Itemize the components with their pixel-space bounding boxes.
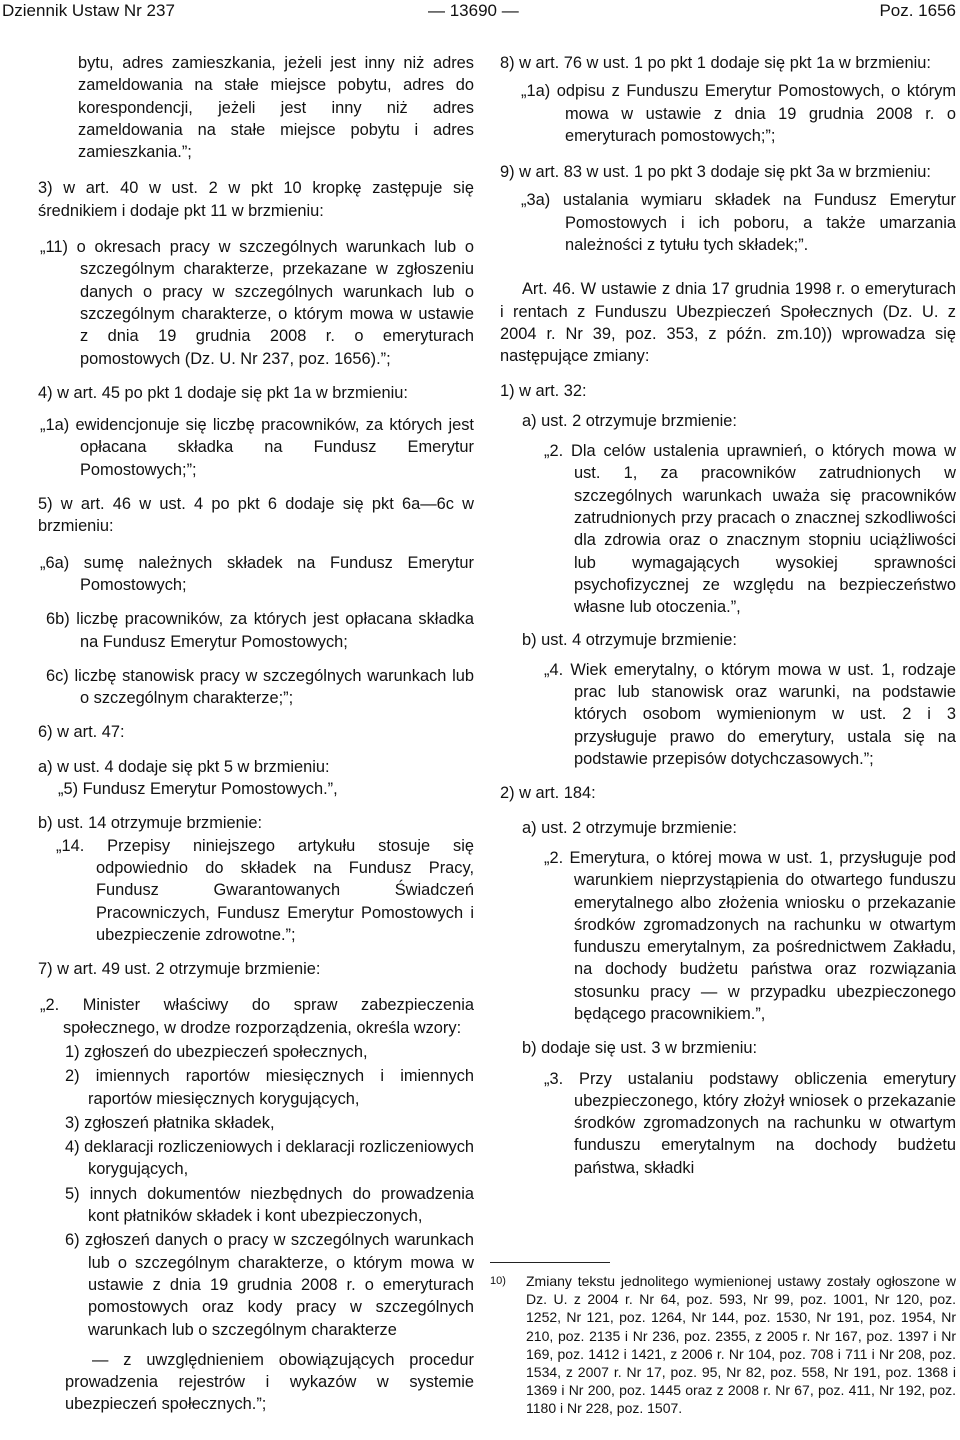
text-paragraph: 4) deklaracji rozliczeniowych i deklaracji rozliczeniowych korygujących, <box>65 1138 475 1179</box>
text-paragraph: „2. Emerytura, o której mowa w ust. 1, przysługuje pod warunkiem nieprzystąpienia do otwartego funduszu emerytalnego albo złożenia wniosku o przekazanie środków zgromadzonych na rachunku w otwartym funduszu emerytalnym, za pośrednictwem Zakładu, na dochody budżetu państwa oraz rozwiązania stosunku pracy — w przypadku ubezpieczonego będącego pracownikiem.”, <box>544 848 956 1023</box>
text-paragraph: „5) Fundusz Emerytur Pomostowych.”, <box>58 780 338 799</box>
text-paragraph: 5) w art. 46 w ust. 4 po pkt 6 dodaje się pkt 6a—6c w brzmieniu: <box>38 495 474 536</box>
journal-title: Dziennik Ustaw Nr 237 <box>2 1 175 20</box>
text-paragraph: „1a) ewidencjonuje się liczbę pracowników, za których jest opłacana składka na Fundusz Emerytur Pomostowych;”; <box>40 416 474 479</box>
text-paragraph: a) ust. 2 otrzymuje brzmienie: <box>522 411 737 430</box>
footnote-text: Zmiany tekstu jednolitego wymienionej ustawy zostały ogłoszone w Dz. U. z 2004 r. Nr 64, poz. 593, Nr 99, poz. 1001, Nr 120, poz. 1252, Nr 121, poz. 1264, Nr 144, poz. 1530, Nr 191, poz. 1954, Nr 210, poz. 2135 i Nr 236, poz. 2355, z 2005 r. Nr 167, poz. 1397 i Nr 169, poz. 1412 i 1421, z 2006 r. Nr 104, poz. 708 i 711 i Nr 208, poz. 1534, z 2007 r. Nr 17, poz. 95, Nr 82, poz. 558, Nr 191, poz. 1368 i 1369 i Nr 200, poz. 1445 oraz z 2008 r. Nr 67, poz. 411, Nr 192, poz. 1180 i Nr 228, poz. 1507. <box>526 1273 956 1417</box>
text-paragraph: „4. Wiek emerytalny, o którym mowa w ust. 1, rodzaje prac lub stanowisk oraz warunki, na podstawie których osobom wymienionym w ust. 2 i 3 przysługuje prawo do emerytury, ustala się na podstawie przepisów dotychczasowych.”; <box>544 660 956 769</box>
text-paragraph: 8) w art. 76 w ust. 1 po pkt 1 dodaje się pkt 1a w brzmieniu: <box>500 54 931 72</box>
right-text-column <box>500 52 956 1179</box>
text-paragraph: — z uwzględnieniem obowiązujących procedur prowadzenia rejestrów i wykazów w systemie ubezpieczeń społecznych.”; <box>65 1350 474 1414</box>
text-paragraph: „6a) sumę należnych składek na Fundusz Emerytur Pomostowych; <box>40 553 474 594</box>
text-paragraph: „3a) ustalania wymiaru składek na Fundusz Emerytur Pomostowych i ich poboru, a także umarzania należności z tytułu tych składek;”. <box>521 191 956 255</box>
text-paragraph: 2) imiennych raportów miesięcznych i imiennych raportów miesięcznych korygujących, <box>65 1067 474 1108</box>
text-paragraph: „2. Dla celów ustalenia uprawnień, o których mowa w ust. 1, za pracowników zatrudnionych w szczególnych warunkach uważa się pracowników zatrudnionych przy pracach o znacznej szkodliwości dla zdrowia oraz o znacznym stopniu uciążliwości lub wymagających wysokiej sprawności psychofizycznej ze względu na bezpieczeństwo własne lub otoczenia.”, <box>544 442 956 617</box>
text-paragraph: „11) o okresach pracy w szczególnych warunkach lub o szczególnym charakterze, przekazane w zgłoszeniu danych o pracy w szczególnych warunkach lub o szczególnym charakterze, o którym mowa w ustawie z dnia 19 grudnia 2008 r. o emeryturach pomostowych (Dz. U. Nr 237, poz. 1656).”; <box>40 238 474 368</box>
text-paragraph: 4) w art. 45 po pkt 1 dodaje się pkt 1a w brzmieniu: <box>38 383 408 402</box>
text-paragraph: a) ust. 2 otrzymuje brzmienie: <box>522 818 737 837</box>
text-paragraph: 1) zgłoszeń do ubezpieczeń społecznych, <box>65 1042 368 1061</box>
text-paragraph: b) ust. 4 otrzymuje brzmienie: <box>522 630 737 649</box>
footnote <box>490 1272 956 1418</box>
text-paragraph: b) dodaje się ust. 3 w brzmieniu: <box>522 1039 758 1058</box>
text-paragraph: „2. Minister właściwy do spraw zabezpieczenia społecznego, w drodze rozporządzenia, określa wzory: <box>40 996 474 1037</box>
text-paragraph: b) ust. 14 otrzymuje brzmienie: <box>38 814 263 833</box>
text-paragraph: 2) w art. 184: <box>500 784 596 803</box>
text-paragraph: 6) w art. 47: <box>38 723 125 742</box>
text-paragraph: bytu, adres zamieszkania, jeżeli jest inny niż adres zameldowania na stałe miejsce pobytu, adres do korespondencji, jeżeli jest inny niż adres zameldowania na stałe miejsce pobytu i adres zamieszkania.”; <box>78 54 474 162</box>
text-paragraph: Art. 46. W ustawie z dnia 17 grudnia 1998 r. o emeryturach i rentach z Funduszu Ubezpieczeń Społecznych (Dz. U. z 2004 r. Nr 39, poz. 353, z późn. zm.10)) wprowadza się następujące zmiany: <box>500 280 956 366</box>
text-paragraph: „3. Przy ustalaniu podstawy obliczenia emerytury ubezpieczonego, który złożył wniosek o przekazanie środków zgromadzonych na rachunku w otwartym funduszu emerytalnym na dochody budżetu państwa, składki <box>544 1069 956 1177</box>
page-header <box>0 0 960 24</box>
text-paragraph: „1a) odpisu z Funduszu Emerytur Pomostowych, o którym mowa w ustawie z dnia 19 grudnia 2008 r. o emeryturach pomostowych;”; <box>521 82 956 145</box>
text-paragraph: „14. Przepisy niniejszego artykułu stosuje się odpowiednio do składek na Fundusz Pracy, Fundusz Gwarantowanych Świadczeń Pracowniczych, Fundusz Emerytur Pomostowych i ubezpieczenie zdrowotne.”; <box>56 836 474 944</box>
text-paragraph: 6b) liczbę pracowników, za których jest opłacana składka na Fundusz Emerytur Pomostowych; <box>46 610 474 651</box>
left-text-column <box>38 52 474 1416</box>
page-number: — 13690 — <box>428 1 519 20</box>
text-paragraph: 6) zgłoszeń danych o pracy w szczególnych warunkach lub o szczególnym charakterze, o którym mowa w ustawie z dnia 19 grudnia 2008 r. o emeryturach pomostowych oraz kody pracy w szczególnych warunkach lub o szczególnym charakterze <box>65 1231 474 1339</box>
text-paragraph: 1) w art. 32: <box>500 381 587 400</box>
position-number: Poz. 1656 <box>879 1 956 20</box>
text-paragraph: 7) w art. 49 ust. 2 otrzymuje brzmienie: <box>38 960 321 979</box>
text-paragraph: 6c) liczbę stanowisk pracy w szczególnych warunkach lub o szczególnym charakterze;”; <box>46 666 474 708</box>
text-paragraph: 3) zgłoszeń płatnika składek, <box>65 1113 275 1132</box>
footnote-marker: 10) <box>490 1275 506 1287</box>
footnote-divider <box>490 1262 610 1263</box>
text-paragraph: a) w ust. 4 dodaje się pkt 5 w brzmieniu: <box>38 757 330 776</box>
text-paragraph: 5) innych dokumentów niezbędnych do prowadzenia kont płatników składek i kont ubezpieczonych, <box>65 1184 474 1226</box>
text-paragraph: 3) w art. 40 w ust. 2 w pkt 10 kropkę zastępuje się średnikiem i dodaje pkt 11 w brzmieniu: <box>38 179 474 220</box>
text-paragraph: 9) w art. 83 w ust. 1 po pkt 3 dodaje się pkt 3a w brzmieniu: <box>500 163 931 182</box>
